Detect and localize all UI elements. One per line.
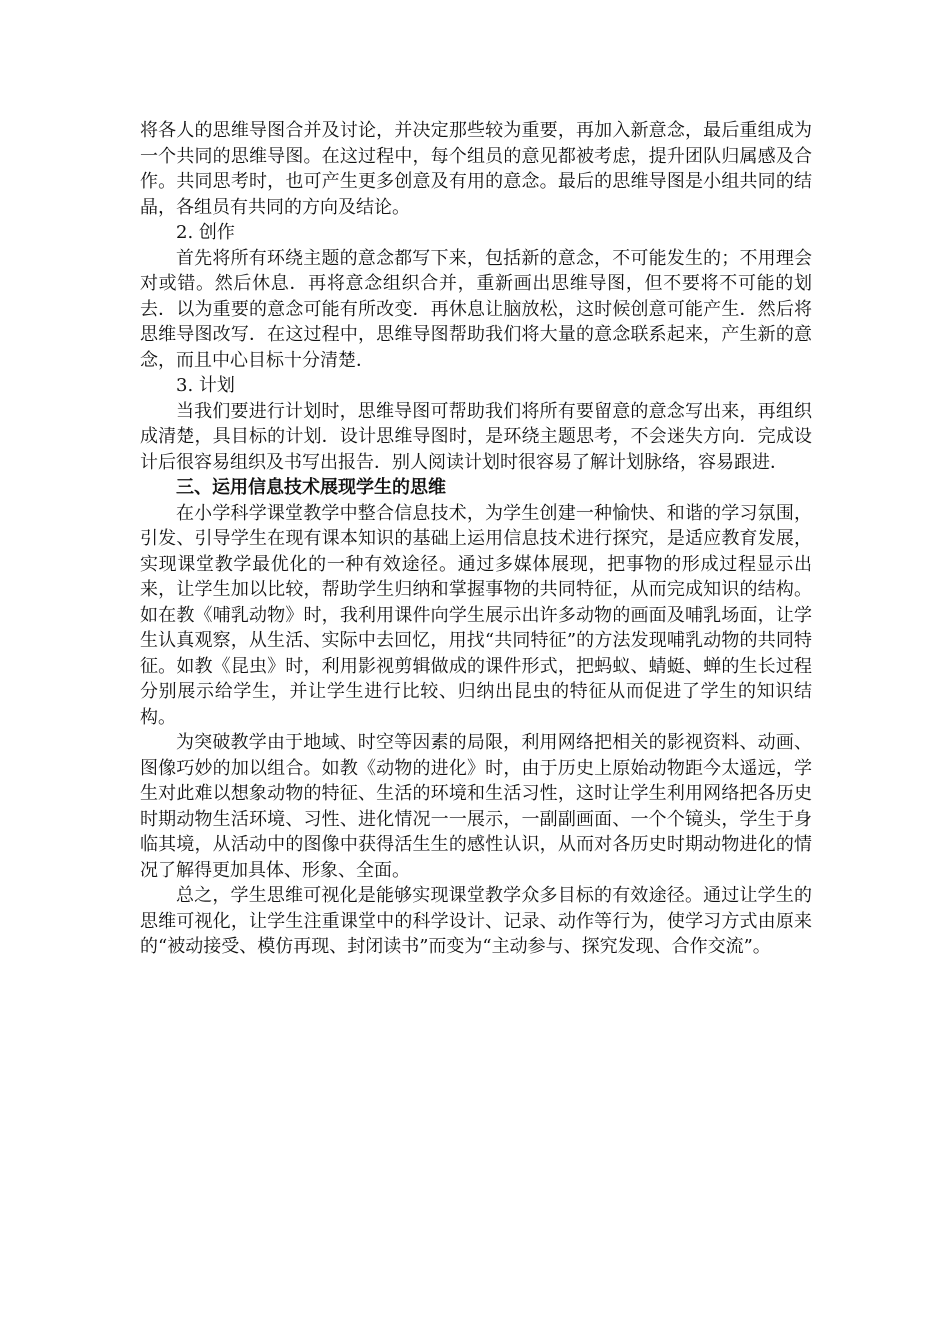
paragraph-network-resources: 为突破教学由于地域、时空等因素的局限，利用网络把相关的影视资料、动画、图像巧妙的加以组合。如教《动物的进化》时，由于历史上原始动物距今太遥远，学生对此难以想象动物的特征、生活的环境和生活习性，这时让学生利用网络把各历史时期动物生活环境、习性、进化情况一一展示，一副副画面、一个个镜头，学生于身临其境，从活动中的图像中获得活生生的感性认识，从而对各历史时期动物进化的情况了解得更加具体、形象、全面。 xyxy=(140,732,812,881)
list-item-planning: 3. 计划 xyxy=(176,375,235,396)
paragraph-it-integration: 在小学科学课堂教学中整合信息技术，为学生创建一种愉快、和谐的学习氛围，引发、引导学生在现有课本知识的基础上运用信息技术进行探究，是适应教育发展，实现课堂教学最优化的一种有效途径。通过多媒体展现，把事物的形成过程显示出来，让学生加以比较，帮助学生归纳和掌握事物的共同特征，从而完成知识的结构。如在教《哺乳动物》时，我利用课件向学生展示出许多动物的画面及哺乳场面，让学生认真观察，从生活、实际中去回忆，用找“共同特征”的方法发现哺乳动物的共同特征。如教《昆虫》时，利用影视剪辑做成的课件形式，把蚂蚁、蜻蜓、蝉的生长过程分别展示给学生，并让学生进行比较、归纳出昆虫的特征从而促进了学生的知识结构。 xyxy=(140,502,812,728)
paragraph-creation: 首先将所有环绕主题的意念都写下来，包括新的意念，不可能发生的；不用理会对或错。然后休息．再将意念组织合并，重新画出思维导图，但不要将不可能的划去．以为重要的意念可能有所改变．再休息让脑放松，这时候创意可能产生．然后将思维导图改写．在这过程中，思维导图帮助我们将大量的意念联系起来，产生新的意念，而且中心目标十分清楚． xyxy=(140,247,812,371)
paragraph-mindmap-merge: 将各人的思维导图合并及讨论，并决定那些较为重要，再加入新意念，最后重组成为一个共同的思维导图。在这过程中，每个组员的意见都被考虑，提升团队归属感及合作。共同思考时，也可产生更多创意及有用的意念。最后的思维导图是小组共同的结晶，各组员有共同的方向及结论。 xyxy=(140,120,812,218)
paragraph-conclusion: 总之，学生思维可视化是能够实现课堂教学众多目标的有效途径。通过让学生的思维可视化，让学生注重课堂中的科学设计、记录、动作等行为，使学习方式由原来的“被动接受、模仿再现、封闭读书”而变为“主动参与、探究发现、合作交流”。 xyxy=(140,885,812,957)
paragraph-planning: 当我们要进行计划时，思维导图可帮助我们将所有要留意的意念写出来，再组织成清楚，具目标的计划．设计思维导图时，是环绕主题思考，不会迷失方向．完成设计后很容易组织及书写出报告．别人阅读计划时很容易了解计划脉络，容易跟进． xyxy=(140,400,812,473)
document-page xyxy=(140,118,812,960)
section-heading-it: 三、运用信息技术展现学生的思维 xyxy=(176,477,446,498)
list-item-creation: 2. 创作 xyxy=(176,222,235,243)
